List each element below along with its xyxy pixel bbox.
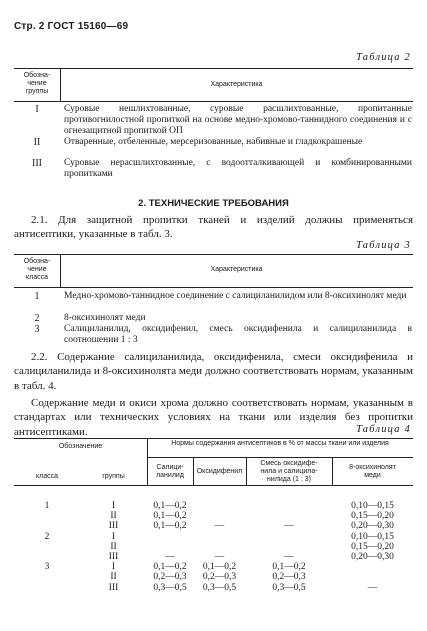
table3-top-rule xyxy=(14,254,413,255)
table2-header-group: Обозна- чение группы xyxy=(23,72,51,95)
table2-row-text: Отваренные, отбеленные, мерсеризованные, набивные и гладкокрашеные xyxy=(64,137,363,147)
table3-row-text: Салициланилид, оксидифенил, смесь оксидифенила и салициланилида в соотношении 1 : 3 xyxy=(64,324,412,345)
section-heading: 2. ТЕХНИЧЕСКИЕ ТРЕБОВАНИЯ xyxy=(138,198,289,209)
table2-row-text: Суровые нерасшлихтованные, с водоотталкивающей и комбинированными пропитками xyxy=(64,158,412,179)
table4-header-mixture: Смесь оксидифе- нила и салицила- нилида (1 : 3) xyxy=(260,460,318,483)
table4-column-group: I II III I II III I II III xyxy=(108,501,119,593)
table4-column-salicylanilide: 0,1—0,2 0,1—0,2 0,1—0,2 — 0,1—0,2 0,2—0,3 0,3—0,5 xyxy=(153,501,187,593)
table3-header-rule xyxy=(14,287,413,288)
table3-row-text: Медно-хромово-таннидное соединение с салициланилидом или 8-оксихинолят меди xyxy=(64,291,407,301)
paragraph-2-1: 2.1. Для защитной пропитки тканей и изделий должны применяться антисептики, указанные в табл. 3. xyxy=(14,214,413,241)
table4-header-designation: Обозначение xyxy=(58,443,103,450)
paragraph-2-2: 2.2. Содержание салициланилида, оксидифенила, смеси оксидифенила и салициланилида и 8-оксихинолята меди должно соответствовать нормам, указанным в табл. 4. xyxy=(14,351,413,392)
table4-top-rule xyxy=(14,438,413,439)
table3-row-class: 3 xyxy=(34,324,40,335)
page-header: Стр. 2 ГОСТ 15160—69 xyxy=(14,21,129,32)
table2-row-group: II xyxy=(33,137,41,148)
table2-row-text: Суровые нешлихтованные, суровые расшлихтованные, пропитанные противогнилостной пропиткой на основе медно-хромово-таннидного соединения и с огнезащитной пропиткой ОП xyxy=(64,104,412,136)
table4-header-oxydiphenyl: Оксидифенил xyxy=(196,468,243,475)
table3-row-text: 8-оксихинолят меди xyxy=(64,313,146,323)
table4-header-class: класса xyxy=(35,473,58,480)
table2-top-rule xyxy=(14,68,413,69)
table4-column-oxydiphenyl: — — 0,1—0,2 0,2—0,3 0,3—0,5 xyxy=(202,521,237,593)
table4-column-mixture: — — 0,1—0,2 0,2—0,3 0,3—0,5 xyxy=(272,521,306,593)
table2-header-characteristic: Характеристика xyxy=(210,81,263,88)
table3-header-characteristic: Характеристика xyxy=(210,266,263,273)
table2-caption: Таблица 2 xyxy=(356,52,411,63)
table3-row-class: 2 xyxy=(34,313,40,324)
table4-header-rule xyxy=(14,485,413,486)
table4-header-8-oxyquinolate: 8-оксихинолят меди xyxy=(349,464,396,479)
table4-caption: Таблица 4 xyxy=(356,424,411,435)
table4-column-class: 1 2 3 xyxy=(44,501,50,573)
paragraph-2-2-second: Содержание меди и окиси хрома должно соответствовать нормам, указанным в стандартах или технических условиях на ткани или изделия без пропитки антисептиками. xyxy=(14,397,413,438)
table3-caption: Таблица 3 xyxy=(356,240,411,251)
table4-column-8-oxyquinolate: 0,10—0,15 0,15—0,20 0,20—0,30 0,10—0,15 0,15—0,20 0,20—0,30 — xyxy=(351,501,394,593)
table3-header-class: Обозна- чение класса xyxy=(23,258,51,281)
table2-header-rule xyxy=(14,101,413,102)
table2-row-group: III xyxy=(32,158,42,169)
table3-row-class: 1 xyxy=(34,291,40,302)
table4-mid-rule xyxy=(147,457,413,458)
table2-row-group: I xyxy=(35,104,39,115)
table4-header-salicylanilide: Салици- ланилид xyxy=(156,464,184,479)
table4-header-norms: Нормы содержания антисептиков в % от массы ткани или изделия xyxy=(171,440,389,447)
table4-header-group: группы xyxy=(102,473,125,480)
